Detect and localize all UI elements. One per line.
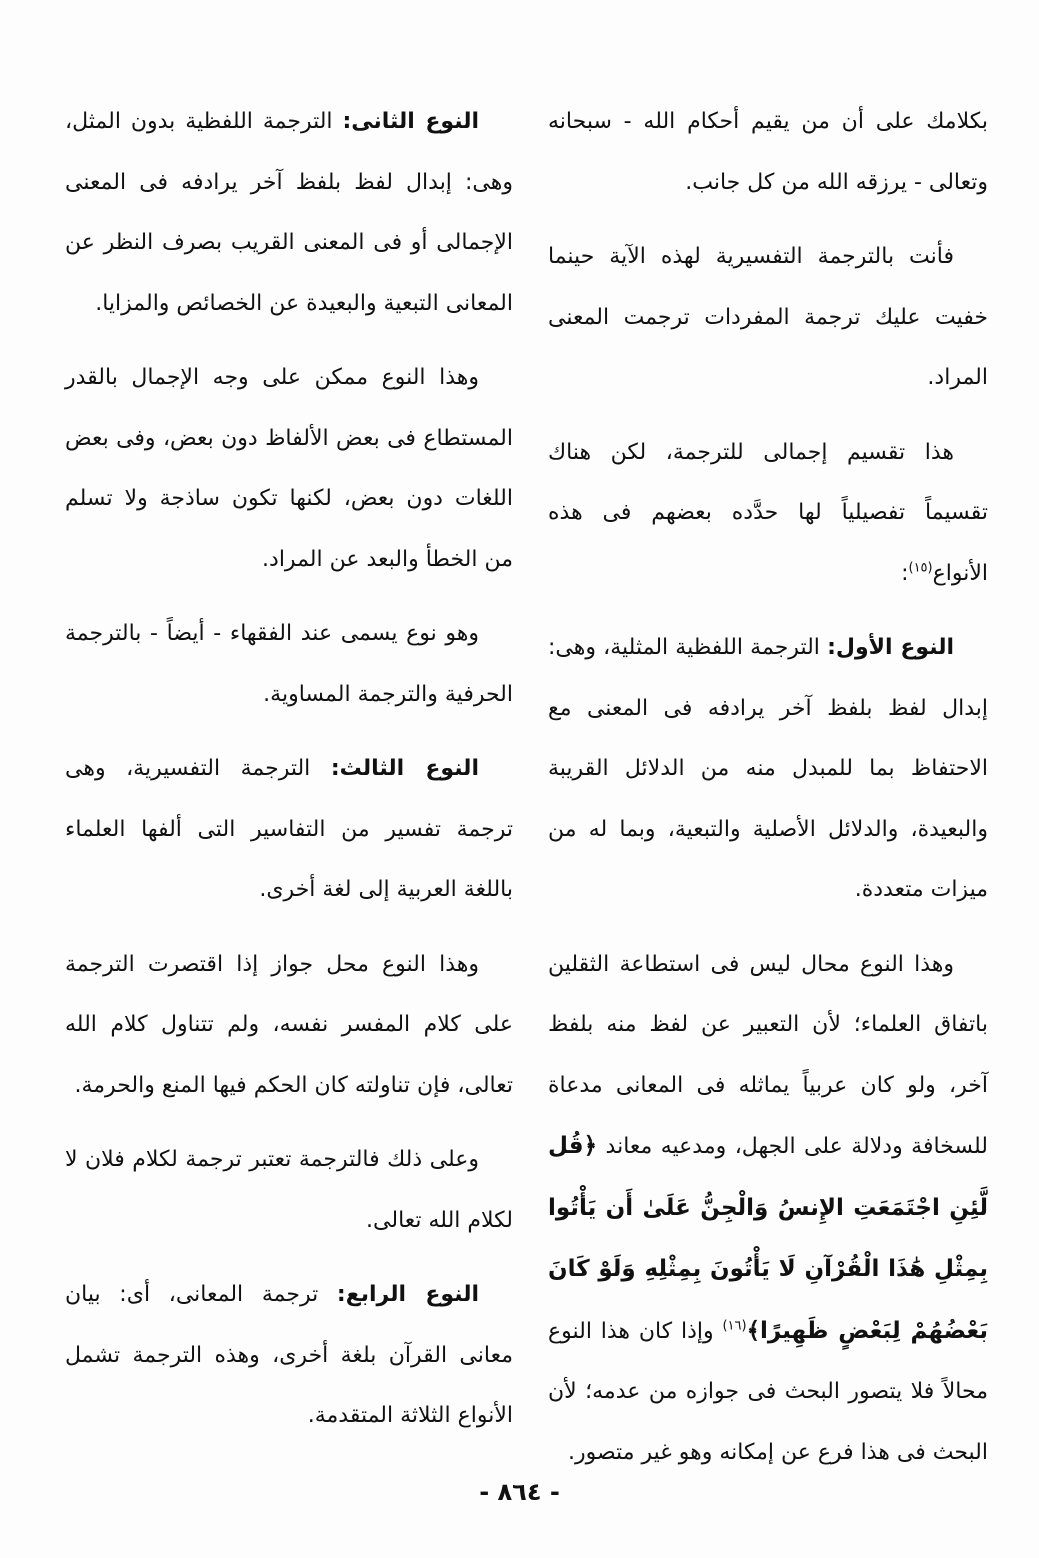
paragraph-text: الترجمة اللفظية بدون المثل، وهى: إبدال لفظ بلفظ آخر يرادفه فى المعنى الإجمالى أو فى المعنى القريب بصرف النظر عن المعانى التبعية والبعيدة عن الخصائص والمزايا. — [65, 109, 513, 316]
paragraph — [65, 1130, 513, 1251]
paragraph-text: ترجمة المعانى، أى: بيان معانى القرآن بلغة أخرى، وهذه الترجمة تشمل الأنواع الثلاثة المتقدمة. — [65, 1282, 513, 1428]
paragraph-text: هذا تقسيم إجمالى للترجمة، لكن هناك تقسيماً تفصيلياً لها حدَّده بعضهم فى هذه الأنواع — [548, 439, 988, 586]
footnote-ref: (١٥) — [908, 560, 933, 576]
type-heading: النوع الثانى: — [342, 109, 479, 134]
paragraph — [65, 92, 513, 334]
paragraph — [65, 604, 513, 725]
paragraph-text: بكلامك على أن من يقيم أحكام الله - سبحانه وتعالى - يرزقه الله من كل جانب. — [548, 109, 988, 195]
left-column — [65, 92, 513, 1461]
paragraph — [548, 935, 988, 1484]
paragraph — [65, 935, 513, 1117]
paragraph-text: وهو نوع يسمى عند الفقهاء - أيضاً - بالترجمة الحرفية والترجمة المساوية. — [65, 621, 513, 707]
paragraph — [548, 227, 988, 409]
paragraph-text: وهذا النوع محل جواز إذا اقتصرت الترجمة على كلام المفسر نفسه، ولم تتناول كلام الله تعالى، فإن تناولته كان الحكم فيها المنع والحرمة. — [65, 951, 513, 1098]
paragraph — [548, 423, 988, 605]
paragraph-text: وهذا النوع ممكن على وجه الإجمال بالقدر المستطاع فى بعض الألفاظ دون بعض، وفى بعض اللغات دون بعض، لكنها تكون ساذجة ولا تسلم من الخطأ والبعد عن المراد. — [65, 365, 513, 572]
type-heading: النوع الرابع: — [336, 1282, 479, 1307]
paragraph — [65, 348, 513, 590]
quran-verse: ﴿قُل لَّئِنِ اجْتَمَعَتِ الإِنسُ وَالْجِنُّ عَلَىٰ أَن يَأْتُوا بِمِثْلِ هَٰذَا الْقُرْآنِ لَا يَأْتُونَ بِمِثْلِهِ وَلَوْ كَانَ بَعْضُهُمْ لِبَعْضٍ ظَهِيرًا﴾ — [548, 1133, 988, 1344]
paragraph-text: فأنت بالترجمة التفسيرية لهذه الآية حينما خفيت عليك ترجمة المفردات ترجمت المعنى المراد. — [548, 244, 988, 390]
paragraph — [65, 739, 513, 921]
paragraph-text: وهذا النوع محال ليس فى استطاعة الثقلين باتفاق العلماء؛ لأن التعبير عن لفظ منه بلفظ آخر، ولو كان عربياً يماثله فى المعانى مدعاة للسخافة ودلالة على الجهل، ومدعيه معاند — [548, 951, 988, 1159]
paragraph-text: وإذا كان هذا النوع محالاً فلا يتصور البحث فى جوازه من عدمه؛ لأن البحث فى هذا فرع عن إمكانه وهو غير متصور. — [548, 1318, 988, 1465]
paragraph-text: الترجمة التفسيرية، وهى ترجمة تفسير من التفاسير التى ألفها العلماء باللغة العربية إلى لغة أخرى. — [65, 756, 513, 902]
type-heading: النوع الثالث: — [330, 756, 479, 781]
paragraph — [65, 1265, 513, 1447]
paragraph-text: وعلى ذلك فالترجمة تعتبر ترجمة لكلام فلان لا لكلام الله تعالى. — [65, 1147, 513, 1233]
paragraph-text: : — [901, 560, 909, 586]
type-heading: النوع الأول: — [827, 635, 955, 660]
paragraph-text: الترجمة اللفظية المثلية، وهى: إبدال لفظ بلفظ آخر يرادفه فى المعنى مع الاحتفاظ بما للمبدل منه من الدلائل القريبة والبعيدة، والدلائل الأصلية والتبعية، وبما له من ميزات متعددة. — [548, 635, 988, 902]
page-number: - ٨٦٤ - — [479, 1478, 560, 1506]
footnote-ref: (١٦) — [722, 1318, 747, 1334]
paragraph — [548, 92, 988, 213]
right-column — [548, 92, 988, 1497]
paragraph — [548, 618, 988, 921]
